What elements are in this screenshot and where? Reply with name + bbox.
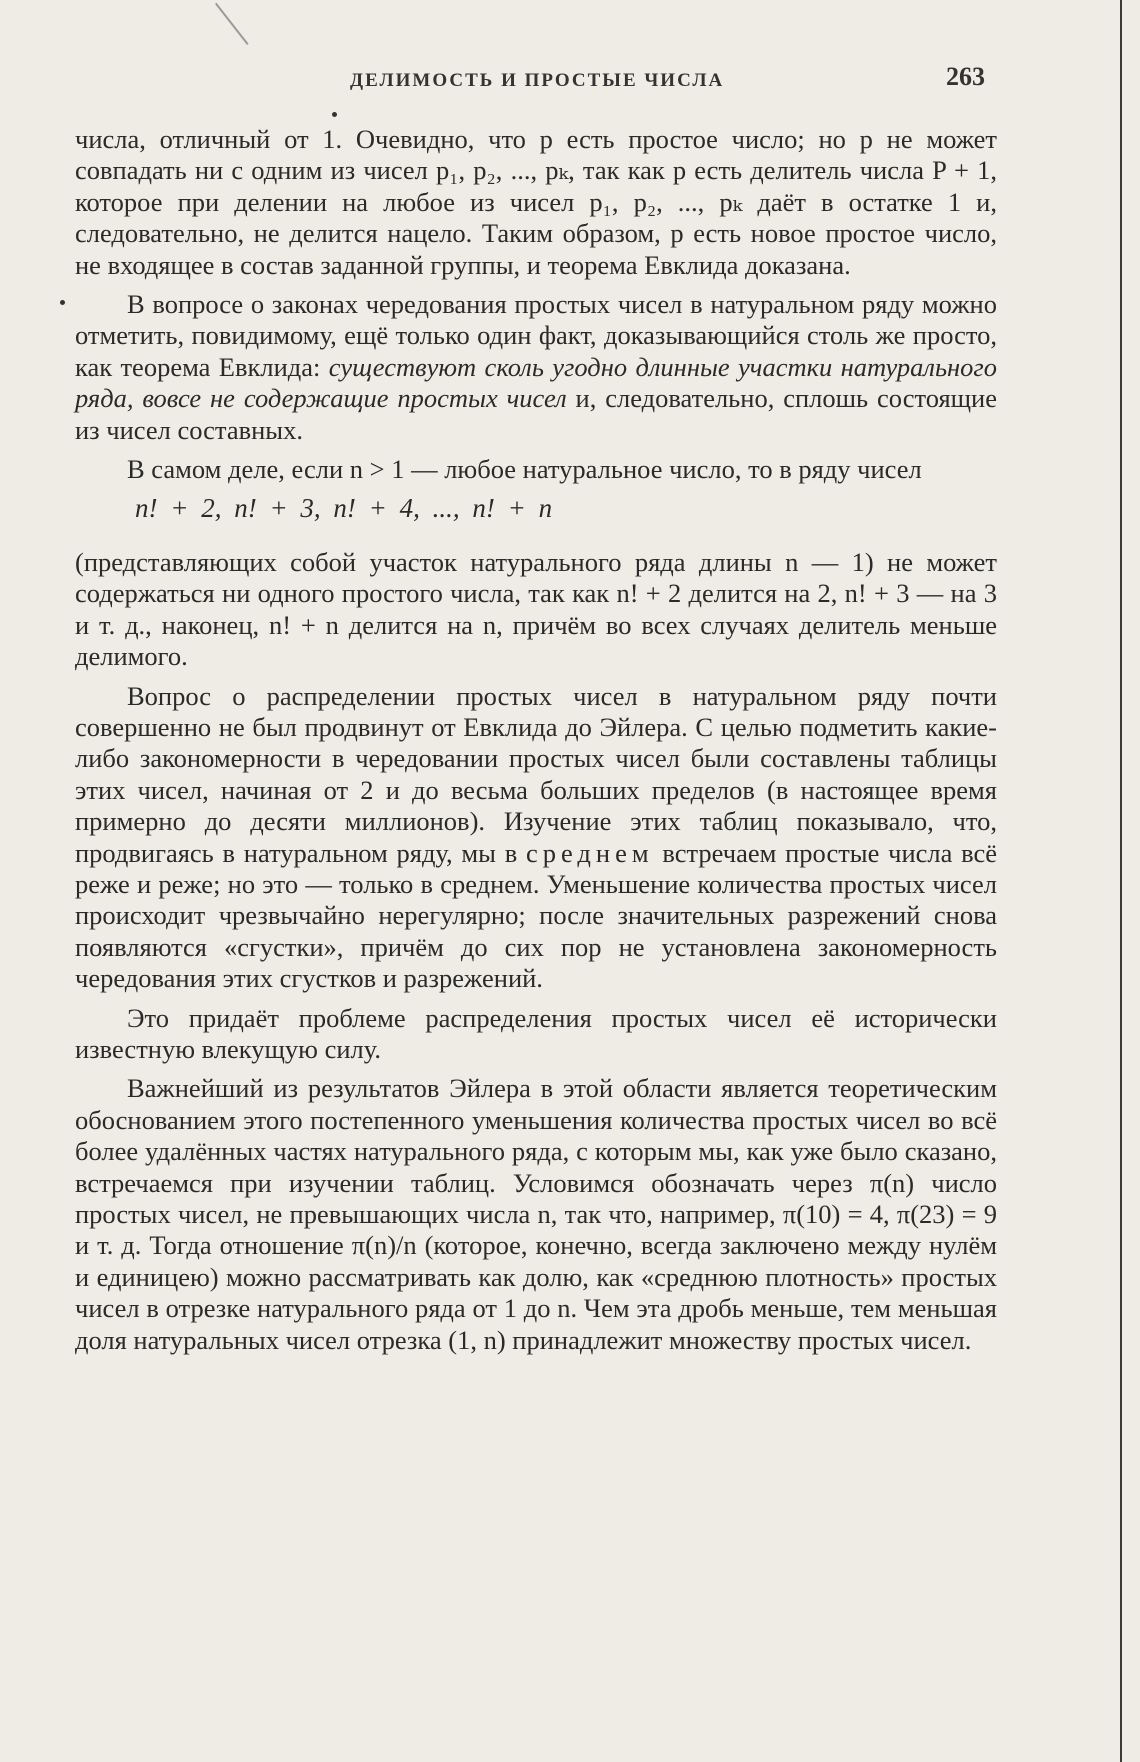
page-header	[0, 62, 1140, 102]
paragraph-text: и, следовательно, сплошь состоящие из чисел составных.	[75, 383, 997, 445]
page-edge-line	[1120, 0, 1122, 1762]
ink-dot	[60, 300, 65, 305]
formula-factorial-sequence: n! + 2, n! + 3, n! + 4, ..., n! + n	[135, 493, 553, 524]
page-body	[75, 124, 997, 1356]
paragraph-text: В вопросе о законах чередования простых чисел в натуральном ряду можно отметить, повидимому, ещё только один факт, доказывающийся столь же просто, как теорема Евклида:	[75, 289, 997, 382]
paragraph-text: встречаем простые числа всё реже и реже; но это — только в среднем. Уменьшение количества простых чисел происходит чрезвычайно нерегулярно; после значительных разрежений снова появляются «сгустки», причём до сих пор не установлена закономерность чередования этих сгустков и разрежений.	[75, 837, 998, 994]
paragraph-long-gaps	[75, 289, 997, 446]
paragraph-text: Вопрос о распределении простых чисел в натуральном ряду почти совершенно не был продвинут от Евклида до Эйлера. С целью подметить какие-либо закономерности в чередовании простых чисел были составлены таблицы этих чисел, начиная от 2 и до весьма больших пределов (в настоящее время примерно до десяти миллионов). Изучение этих таблиц показывало, что, продвигаясь в натуральном ряду, мы в	[75, 680, 997, 868]
running-title: ДЕЛИМОСТЬ И ПРОСТЫЕ ЧИСЛА	[350, 70, 725, 91]
theorem-emphasis: существуют сколь угодно длинные участки натурального ряда, вовсе не содержащие простых чисел	[75, 351, 997, 414]
paragraph-proof-start: В самом деле, если n > 1 — любое натуральное число, то в ряду чисел	[127, 454, 922, 485]
paragraph-euclid-proof-end: числа, отличный от 1. Очевидно, что p есть простое число; но p не может совпадать ни с одним из чисел p₁, p₂, ..., pₖ, так как p есть делитель числа P + 1, которое при делении на любое из чисел p₁, p₂, ..., pₖ даёт в остатке 1 и, следовательно, не делится нацело. Таким образом, p есть новое простое число, не входящее в состав заданной группы, и теорема Евклида доказана.	[75, 124, 997, 280]
paragraph-euler-result: Важнейший из результатов Эйлера в этой области является теоретическим обоснованием этого постепенного уменьшения количества простых чисел во всё более удалённых частях натурального ряда, с которым мы, как уже было сказано, встречаемся при изучении таблиц. Условимся обозначать через π(n) число простых чисел, не превышающих числа n, так что, например, π(10) = 4, π(23) = 9 и т. д. Тогда отношение π(n)/n (которое, конечно, всегда заключено между нулём и единицею) можно рассматривать как долю, как «среднюю плотность» простых чисел в отрезке натурального ряда от 1 до n. Чем эта дробь меньше, тем меньшая доля натуральных чисел отрезка (1, n) принадлежит множеству простых чисел.	[75, 1073, 997, 1355]
scan-mark	[215, 3, 249, 45]
paragraph-proof-body: (представляющих собой участок натурального ряда длины n — 1) не может содержаться ни одного простого числа, так как n! + 2 делится на 2, n! + 3 — на 3 и т. д., наконец, n! + n делится на n, причём во всех случаях делитель меньше делимого.	[75, 546, 997, 672]
paragraph-historical-appeal: Это придаёт проблеме распределения простых чисел её исторически известную влекущую силу.	[75, 1002, 997, 1064]
paragraph-distribution	[75, 681, 997, 995]
spaced-emphasis: среднем	[526, 837, 654, 868]
ink-dot	[332, 112, 337, 117]
page-number: 263	[946, 62, 985, 91]
